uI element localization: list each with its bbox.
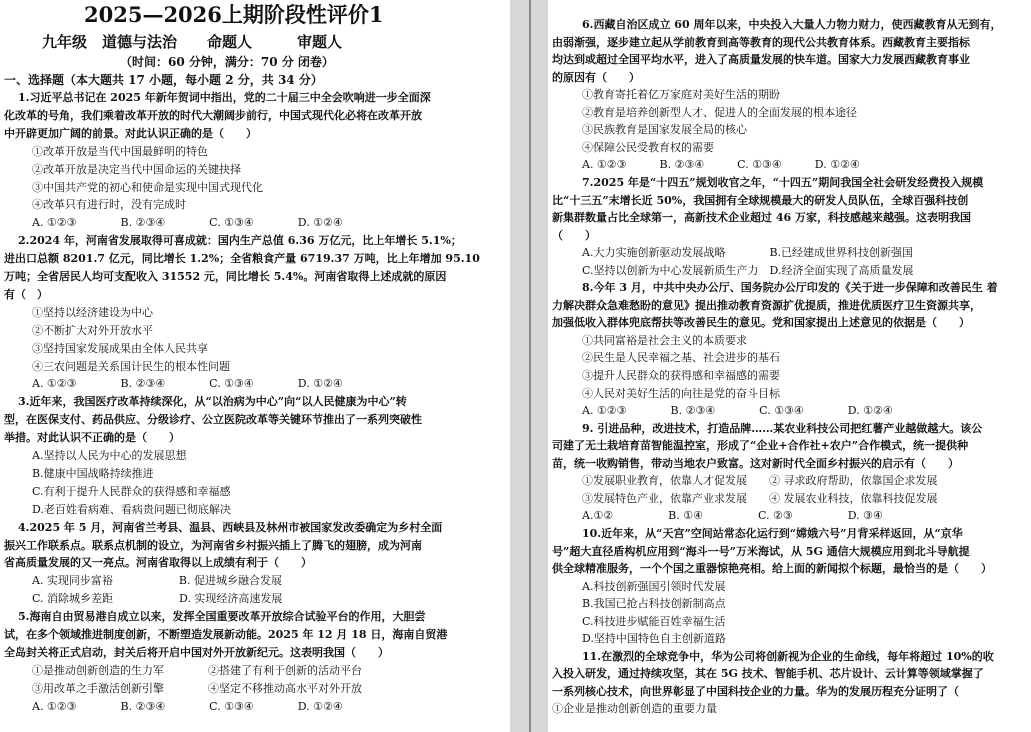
text-line: ①发展职业教育，依靠人才促发展 ② 寻求政府帮助，依靠国企求发展	[582, 474, 938, 488]
text-line: A.①② B. ①④ C. ②③ D. ③④	[582, 509, 883, 523]
text-line: 均达到或超过全国平均水平，进入了高质量发展的快车道。国家大力发展西藏教育事业	[552, 53, 970, 67]
text-line: 11.在激烈的全球竞争中，华为公司将创新视为企业的生命线，每年将超过 10%的收	[582, 649, 994, 663]
right-page	[548, 0, 1031, 732]
text-line: ③用改革之手激活创新引擎 ④坚定不移推动高水平对外开放	[32, 681, 362, 695]
text-line: 苗，统一收购销售，带动当地农户致富。这对新时代全面乡村振兴的启示有（ ）	[552, 456, 959, 470]
text-line: 中开辟更加广阔的前景。对此认识正确的是（ ）	[4, 126, 257, 140]
text-line: ③提升人民群众的获得感和幸福感的需要	[582, 369, 780, 382]
text-line: A.坚持以人民为中心的发展思想	[32, 449, 187, 462]
text-line: 司建了无土栽培育苗智能温控室，形成了“企业+合作社+农户”合作模式，统一提供种	[552, 439, 969, 453]
text-line: 入投入研发，通过持续攻坚，其在 5G 技术、智能手机、芯片设计、云计算等领域掌握了	[552, 667, 984, 681]
text-line: C.有利于提升人民群众的获得感和幸福感	[32, 484, 231, 498]
text-line: 举措。对此认识不正确的是（ ）	[4, 431, 180, 445]
text-line: 9. 引进品种，改进技术，打造品牌……某农业科技公司把红薯产业越做越大。该公	[582, 421, 983, 435]
text-line: 3.近年来，我国医疗改革持续深化，从“以治病为中心”向“以人民健康为中心”转	[18, 395, 407, 409]
text-line: 新集群数量占比全球第一，高新技术企业超过 46 万家，科技感越来越强。这表明我国	[552, 211, 971, 225]
text-line: 供全球精准服务，一个个国之重器惊艳亮相。给上面的新闻拟个标题，最恰当的是（ ）	[552, 562, 992, 576]
text-line: A. ①②③ B. ②③④ C. ①③④ D. ①②④	[582, 158, 860, 172]
text-line: ③坚持国家发展成果由全体人民共享	[32, 341, 208, 355]
exam-subtitle: 九年级 道德与法治 命题人 审题人	[42, 33, 343, 51]
text-line: 有（ ）	[4, 287, 48, 301]
text-line: 1.习近平总书记在 2025 年新年贺词中指出，党的二十届三中全会吹响进一步全面深	[18, 91, 431, 104]
text-line: ①企业是推动创新创造的重要力量	[552, 702, 717, 716]
text-line: 7.2025 年是“十四五”规划收官之年，“十四五”期间我国全社会研发经费投入规模	[582, 175, 984, 189]
text-line: 加强低收入群体兜底帮扶等改善民生的意见。党和国家提出上述意见的依据是（ ）	[552, 316, 970, 330]
text-line: A. ①②③ B. ②③④ C. ①③④ D. ①②④	[32, 699, 343, 713]
text-line: 进出口总额 8201.7 亿元，同比增长 1.2%；全省粮食产量 6719.37 万吨，比上年增加 95.10	[4, 252, 480, 266]
text-line: ①教育寄托着亿万家庭对美好生活的期盼	[582, 88, 780, 102]
text-line: ④三农问题是关系国计民生的根本性问题	[32, 359, 230, 373]
text-line: B.健康中国战略持续推进	[32, 466, 154, 480]
text-line: 号”超大直径盾构机应用到“海斗一号”万米海试，从 5G 通信大规模应用到北斗导航提	[552, 544, 970, 558]
text-line: 4.2025 年 5 月，河南省兰考县、温县、西峡县及林州市被国家发改委确定为乡村全面	[18, 520, 443, 534]
text-line: 10.近年来，从“天宫”空间站常态化运行到“嫦娥六号”月背采样返回，从“京华	[582, 526, 963, 540]
text-line: 5.海南自由贸易港自成立以来，发挥全国重要改革开放综合试验平台的作用，大胆尝	[18, 610, 426, 624]
left-page	[0, 0, 510, 732]
text-line: 振兴工作联系点。联系点机制的设立，为河南省乡村振兴插上了腾飞的翅膀，成为河南	[4, 538, 422, 552]
text-line: ③发展特色产业，依靠产业求发展 ④ 发展农业科技，依靠科技促发展	[582, 491, 938, 505]
text-line: 比“十三五”末增长近 50%，我国拥有全球规模最大的研发人员队伍，全球百强科技创	[552, 193, 969, 207]
text-line: D.坚持中国特色自主创新道路	[582, 632, 726, 646]
text-line: 8.今年 3 月，中共中央办公厅、国务院办公厅印发的《关于进一步保障和改善民生 着	[582, 281, 998, 295]
text-line: 试，在多个领域推进制度创新，不断塑造发展新动能。2025 年 12 月 18 日，海南自贸港	[4, 628, 448, 641]
text-line: 化改革的号角，我们乘着改革开放的时代大潮阔步前行，中国式现代化必将在改革开放	[4, 108, 422, 122]
text-line: 一系列核心技术，向世界彰显了中国科技企业的力量。华为的发展历程充分证明了（	[552, 684, 959, 698]
text-line: ④人民对美好生活的向往是党的奋斗目标	[582, 386, 780, 400]
text-line: A. 实现同步富裕 B. 促进城乡融合发展	[32, 574, 283, 588]
section-heading: 一、选择题（本大题共 17 小题，每小题 2 分，共 34 分）	[4, 73, 323, 87]
text-line: A. ①②③ B. ②③④ C. ①③④ D. ①②④	[582, 404, 893, 418]
text-line: ④保障公民受教育权的需要	[582, 140, 714, 154]
text-line: ①共同富裕是社会主义的本质要求	[582, 333, 747, 347]
page-gutter	[510, 0, 548, 732]
text-line: A.大力实施创新驱动发展战略 B.已经建成世界科技创新强国	[582, 246, 914, 260]
text-line: ①改革开放是当代中国最鲜明的特色	[32, 144, 208, 158]
page-divider	[529, 0, 531, 732]
text-line: ①是推动创新创造的生力军 ②搭建了有利于创新的活动平台	[32, 663, 362, 677]
text-line: C. 消除城乡差距 D. 实现经济高速发展	[32, 592, 283, 606]
text-line: 由弱渐强，逐步建立起从学前教育到高等教育的现代公共教育体系。西藏教育主要指标	[552, 35, 970, 49]
text-line: D.老百姓看病难、看病贵问题已彻底解决	[32, 502, 231, 516]
text-line: ③民族教育是国家发展全局的核心	[582, 123, 747, 137]
text-line: A. ①②③ B. ②③④ C. ①③④ D. ①②④	[32, 216, 343, 230]
text-line: 万吨；全省居民人均可支配收入 31552 元，同比增长 5.4%。河南省取得上述成就的原因	[4, 270, 447, 283]
exam-title: 2025—2026上期阶段性评价1	[84, 2, 384, 27]
text-line: C.坚持以创新为中心发展新质生产力 D.经济全面实现了高质量发展	[582, 263, 914, 277]
text-line: 6.西藏自治区成立 60 周年以来，中央投入大量人力物力财力，使西藏教育从无到有，	[582, 18, 1002, 31]
text-line: ②改革开放是决定当代中国命运的关键抉择	[32, 162, 241, 176]
text-line: ①坚持以经济建设为中心	[32, 305, 153, 319]
text-line: C.科技进步赋能百姓幸福生活	[582, 614, 726, 628]
text-line: A.科技创新强国引领时代发展	[582, 579, 726, 593]
text-line: 全岛封关将正式启动，封关后将开启中国对外开放新纪元。这表明我国（ ）	[4, 645, 389, 659]
text-line: ③中国共产党的初心和使命是实现中国式现代化	[32, 180, 263, 194]
text-line: 型，在医保支付、药品供应、分级诊疗、公立医院改革等关键环节推出了一系列突破性	[4, 413, 422, 427]
text-line: 省高质量发展的又一亮点。河南省取得以上成绩有利于（ ）	[4, 556, 312, 570]
exam-info: （时间：60 分钟，满分：70 分 闭卷）	[120, 55, 334, 69]
text-line: A. ①②③ B. ②③④ C. ①③④ D. ①②④	[32, 377, 343, 391]
text-line: 2.2024 年，河南省发展取得可喜成就：国内生产总值 6.36 万亿元，比上年增长 5.1%；	[18, 234, 462, 248]
text-line: ②教育是培养创新型人才、促进人的全面发展的根本途径	[582, 105, 857, 119]
text-line: B.我国已抢占科技创新制高点	[582, 597, 726, 611]
text-line: ②民生是人民幸福之基、社会进步的基石	[582, 351, 780, 365]
text-line: 的原因有（ ）	[552, 70, 640, 84]
text-line: （ ）	[552, 228, 596, 242]
text-line: ④改革只有进行时，没有完成时	[32, 198, 186, 212]
text-line: 力解决群众急难愁盼的意见》提出推动教育资源扩优提质，推进优质医疗卫生资源共享，	[552, 298, 981, 312]
text-line: ②不断扩大对外开放水平	[32, 323, 153, 337]
